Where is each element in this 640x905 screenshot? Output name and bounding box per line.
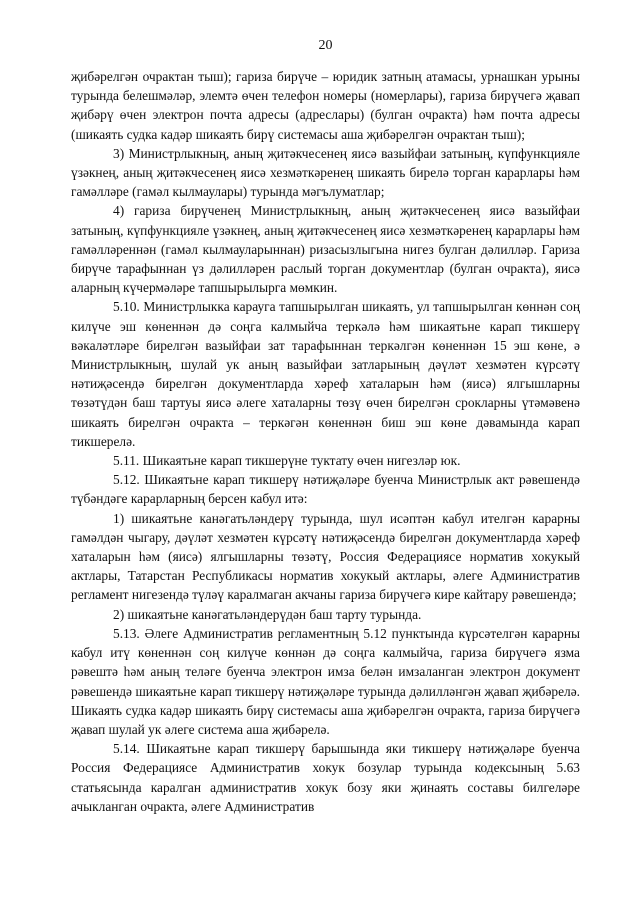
paragraph-5-14: 5.14. Шикаятьне карап тикшерү барышында яки тикшерү нәтиҗәләре буенча Россия Федерациясе Административ хокук бозулар турында кодексының 5.63 статьясында каралган административ хокук бозу яки җинаять составы билгеләре ачыкланган очракта, әлеге Административ <box>71 741 580 814</box>
paragraph-5-12: 5.12. Шикаятьне карап тикшерү нәтиҗәләре буенча Министрлык акт рәвешендә түбәндәге карарларның берсен кабул итә: <box>71 472 580 507</box>
paragraph-5-12-item-2: 2) шикаятьне канәгатьләндерүдән баш тарту турында. <box>113 606 422 622</box>
page-number: 20 <box>318 38 333 53</box>
paragraph-item-3: 3) Министрлыкның, аның җитәкчесенең яисә вазыйфаи затының, күпфункцияле үзәкнең, аның җитәкчесенең яисә хезмәткәренең шикаять бирелә торган карарлары һәм гамәлләре (гамәл кылмаулары) турында мәгълуматлар; <box>71 145 580 200</box>
paragraph-5-13: 5.13. Әлеге Административ регламентның 5.12 пунктында күрсәтелгән карарны кабул итү көненнән соң килүче көннән дә соңга калмыйча, гариза бирүчегә язма рәвештә һәм аның теләге буенча электрон имза белән имзаланган электрон документ рәвешендә шикаятьне карап тикшерү нәтиҗәләре турында дәлилләнгән җавап җибәрелә. Шикаять судка кадәр шикаять бирү системасы аша җибәрелгән очракта, гариза бирүчегә җавап шулай ук әлеге система аша җибәрелә. <box>71 625 580 737</box>
paragraph-5-11: 5.11. Шикаятьне карап тикшерүне туктату өчен нигезләр юк. <box>113 453 461 469</box>
paragraph-5-10: 5.10. Министрлыкка карауга тапшырылган шикаять, ул тапшырылган көннән соң килүче эш көненнән дә соңга калмыйча теркәлә һәм шикаятьне карап тикшерү вәкаләтләре бирелгән вазыйфаи зат тарафыннан теркәлгән көненнән 15 эш көне, ә Министрлыкның, шулай ук аның вазыйфаи затларының дәүләт хезмәтен күрсәтү нәтиҗәсендә бирелгән документларда хәреф хаталарын һәм (яисә) ялгышларны төзәтүдән баш тартуы яисә әлеге хаталарны төзү өчен бирелгән срокларны үтәмәвенә шикаять бирелгән очракта – теркәгән көненнән биш эш көне дәвамында карап тикшерелә. <box>71 299 580 449</box>
document-body <box>71 67 580 816</box>
paragraph-item-4: 4) гариза бирүченең Министрлыкның, аның җитәкчесенең яисә вазыйфаи затының, күпфункцияле үзәкнең, аның җитәкчесенең яисә хезмәткәренең карарлары һәм гамәлләреннән (гамәл кылмауларыннан) ризасызлыгына нигез булган дәлилләр. Гариза бирүче тарафыннан үз дәлилләрен раслый торган документлар (булган очракта), яисә аларның күчермәләре тапшырылырга мөмкин. <box>71 203 580 296</box>
paragraph-5-12-item-1: 1) шикаятьне канәгатьләндерү турында, шул исәптән кабул ителгән карарны гамәлдән чыгару, дәүләт хезмәтен күрсәтү нәтиҗәсендә бирелгән документларда хәреф хаталарын һәм (яисә) ялгышларны төзәтү, Россия Федерациясе норматив хокукый актлары, Татарстан Республикасы норматив хокукый актлары, әлеге Административ регламент нигезендә түләү каралмаган акчаны гариза бирүчегә кире кайтару рәвешендә; <box>71 510 580 603</box>
paragraph-continuation: җибәрелгән очрактан тыш); гариза бирүче – юридик затның атамасы, урнашкан урыны турында белешмәләр, элемтә өчен телефон номеры (номерлары), гариза бирүчегә җавап җибәрү өчен электрон почта адресы (адреслары) (булган очракта) һәм почта адресы (шикаять судка кадәр шикаять бирү системасы аша җибәрелгән очрактан тыш); <box>71 69 580 142</box>
